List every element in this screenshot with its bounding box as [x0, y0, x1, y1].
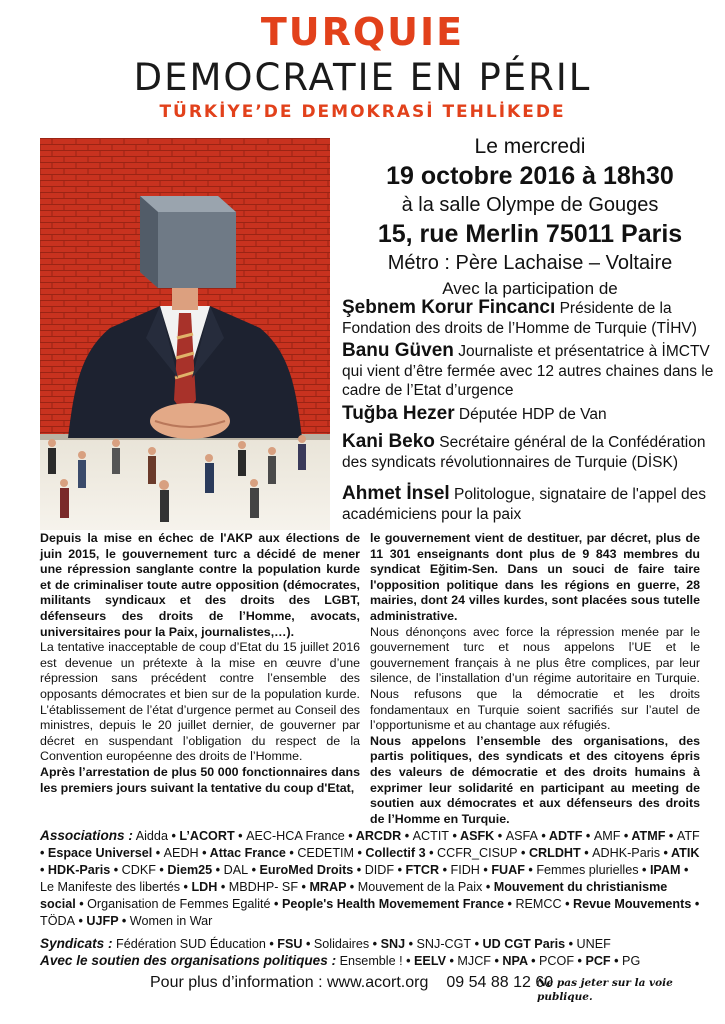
- body-paragraph: le gouvernement vient de destituer, par décret, plus de 11 301 enseignants dont plus de 9 843 membres du syndicat Eğitim-Sen. Dans un souci de faire taire l'opposition politique dans les régions en guerre, 28 mairies, dont 24 villes kurdes, sont placées sous tutelle administrative.: [370, 531, 700, 623]
- syndicat-name: Fédération SUD Éducation: [116, 937, 266, 951]
- association-name: Organisation de Femmes Egalité: [87, 897, 271, 911]
- association-name: FIDH: [450, 863, 480, 877]
- association-name: REMCC: [515, 897, 562, 911]
- bullet-separator: •: [212, 863, 224, 877]
- association-name: Espace Universel: [47, 846, 153, 860]
- bullet-separator: •: [494, 829, 506, 843]
- bullet-separator: •: [580, 846, 593, 860]
- association-name: Mouvement de la Paix: [357, 880, 483, 894]
- association-name: Mouvement du christianisme social: [40, 880, 668, 911]
- political-org-name: Ensemble !: [339, 954, 403, 968]
- syndicats-label: Syndicats :: [40, 936, 113, 951]
- association-name: Aidda: [135, 829, 168, 843]
- speaker-entry: [342, 298, 722, 338]
- bullet-separator: •: [405, 937, 417, 951]
- body-column-left: [40, 531, 360, 796]
- speaker-desc: Politologue, signataire de l'appel des académiciens pour la paix: [342, 486, 707, 523]
- association-name: LDH: [191, 880, 218, 894]
- association-name: Women in War: [129, 914, 213, 928]
- bullet-separator: •: [620, 829, 632, 843]
- association-name: Le Manifeste des libertés: [40, 880, 181, 894]
- bullet-separator: •: [302, 937, 314, 951]
- association-name: UJFP: [86, 914, 119, 928]
- association-name: AEDH: [163, 846, 199, 860]
- participation-label: Avec la participation de: [442, 279, 618, 298]
- political-org-name: PG: [622, 954, 641, 968]
- association-name: CDKF: [121, 863, 156, 877]
- bullet-separator: •: [74, 914, 87, 928]
- bullet-separator: •: [344, 829, 356, 843]
- bullet-separator: •: [234, 829, 247, 843]
- association-name: ADTF: [548, 829, 583, 843]
- body-paragraph: Nous appelons l’ensemble des organisations, des partis politiques, des syndicats et des citoyens épris des valeurs de démocratie et des droits humains à exprimer leur solidarité en participant au meeting de soutien aux démocrates et aux défenseurs des droits de l’Homme en Turquie.: [370, 733, 700, 826]
- bullet-separator: •: [369, 937, 381, 951]
- association-name: MBDHP- SF: [228, 880, 299, 894]
- speaker-entry: [342, 404, 722, 425]
- syndicats-items: [116, 937, 611, 951]
- event-venue: à la salle Olympe de Gouges: [401, 194, 659, 216]
- speaker-name: Şebnem Korur Fincancı: [342, 297, 556, 318]
- bullet-separator: •: [152, 846, 164, 860]
- association-name: Attac France: [209, 846, 286, 860]
- bullet-separator: •: [285, 846, 298, 860]
- bullet-separator: •: [425, 846, 438, 860]
- bullet-separator: •: [471, 937, 483, 951]
- association-name: Revue Mouvements: [573, 897, 692, 911]
- bullet-separator: •: [660, 846, 671, 860]
- association-name: HDK-Paris: [47, 863, 111, 877]
- syndicat-name: FSU: [277, 937, 303, 951]
- association-name: MRAP: [309, 880, 347, 894]
- association-name: FTCR: [405, 863, 440, 877]
- association-name: CRLDHT: [528, 846, 581, 860]
- association-name: IPAM: [649, 863, 681, 877]
- association-name: ASFA: [505, 829, 538, 843]
- association-name: Collectif 3: [365, 846, 426, 860]
- speaker-desc: Présidente de la Fondation des droits de l’Homme de Turquie (TİHV): [342, 300, 697, 337]
- speaker-name: Kani Beko: [342, 431, 435, 452]
- bullet-separator: •: [40, 846, 48, 860]
- bullet-separator: •: [118, 914, 130, 928]
- bullet-separator: •: [561, 897, 574, 911]
- body-paragraph: La tentative inacceptable de coup d’Etat du 15 juillet 2016 est devenue un prétexte à la mise en œuvre d’une répression sans précédent contre l’ensemble des opposants démocrates et bien sur de la population kurde. L’établissement de l’état d’urgence permet au Conseil des ministres, depuis le 20 juillet dernier, de gouverner par décret en suspendant l’obligation du respect de la Convention européenne des droits de l’Homme.: [40, 640, 360, 764]
- bullet-separator: •: [691, 897, 700, 911]
- body-column-right: [370, 531, 700, 827]
- speaker-entry: [342, 341, 722, 401]
- association-name: FUAF: [491, 863, 525, 877]
- bullet-separator: •: [610, 954, 623, 968]
- body-paragraph: Depuis la mise en échec de l'AKP aux élections de juin 2015, le gouvernement turc a décidé de mener une répression sanglante contre la population kurde et de criminaliser toute autre opposition (démocrates, militants syndicaux et des droits des LGBT, défenseurs des droits de l’Homme, avocats, universitaires pour la Paix, journalistes,…).: [40, 531, 360, 639]
- bullet-separator: •: [198, 846, 210, 860]
- political-org-name: PCF: [585, 954, 611, 968]
- association-name: L’ACORT: [179, 829, 235, 843]
- associations-label: Associations :: [40, 828, 133, 843]
- disposal-notice: Ne pas jeter sur la voie publique.: [537, 977, 673, 1003]
- syndicats-list: [40, 935, 700, 953]
- bullet-separator: •: [75, 897, 88, 911]
- speaker-entry: [342, 484, 722, 524]
- bullet-separator: •: [298, 880, 310, 894]
- association-name: DIDF: [364, 863, 395, 877]
- association-name: ATMF: [631, 829, 666, 843]
- speaker-name: Tuğba Hezer: [342, 403, 455, 424]
- association-name: EuroMed Droits: [259, 863, 354, 877]
- association-name: DAL: [223, 863, 249, 877]
- bullet-separator: •: [354, 846, 366, 860]
- speaker-desc: Journaliste et présentatrice à İMCTV qui vient d’être fermée avec 12 autres chaines dans le cadre de l’Etat d’urgence: [342, 343, 714, 399]
- contact-info: [150, 973, 553, 993]
- bullet-separator: •: [167, 829, 180, 843]
- association-name: ATIK: [670, 846, 700, 860]
- syndicat-name: Solidaires: [313, 937, 370, 951]
- syndicat-name: SNJ-CGT: [416, 937, 472, 951]
- bullet-separator: •: [40, 863, 48, 877]
- political-org-name: EELV: [414, 954, 446, 968]
- syndicat-name: SNJ: [380, 937, 406, 951]
- speaker-desc: Secrétaire général de la Confédération des syndicats révolutionnaires de Turquie (DİSK): [342, 434, 706, 471]
- bullet-separator: •: [402, 954, 415, 968]
- political-support-items: [340, 954, 641, 968]
- info-website: Pour plus d’information : www.acort.org: [150, 974, 429, 991]
- bullet-separator: •: [401, 829, 413, 843]
- bullet-separator: •: [270, 897, 282, 911]
- association-name: ARCDR: [355, 829, 402, 843]
- bullet-separator: •: [527, 954, 540, 968]
- bullet-separator: •: [504, 897, 516, 911]
- event-metro: Métro : Père Lachaise – Voltaire: [387, 252, 673, 274]
- bullet-separator: •: [482, 880, 494, 894]
- bullet-separator: •: [582, 829, 594, 843]
- bullet-separator: •: [491, 954, 503, 968]
- poster-subtitle-turkish: TÜRKİYE’DE DEMOKRASİ TEHLİKEDE: [159, 102, 566, 122]
- association-name: AEC-HCA France: [246, 829, 345, 843]
- political-org-name: NPA: [502, 954, 528, 968]
- bullet-separator: •: [180, 880, 192, 894]
- bullet-separator: •: [446, 954, 458, 968]
- bullet-separator: •: [524, 863, 537, 877]
- bullet-separator: •: [110, 863, 122, 877]
- political-support-label: Avec le soutien des organisations politiques :: [40, 953, 337, 968]
- syndicat-name: UD CGT Paris: [482, 937, 566, 951]
- event-day: Le mercredi: [474, 135, 586, 158]
- bullet-separator: •: [565, 937, 577, 951]
- association-name: AMF: [593, 829, 621, 843]
- association-name: CEDETIM: [297, 846, 354, 860]
- syndicat-name: UNEF: [576, 937, 611, 951]
- association-name: ACTIT: [412, 829, 450, 843]
- bullet-separator: •: [439, 863, 451, 877]
- speaker-entry: [342, 432, 722, 472]
- bullet-separator: •: [353, 863, 365, 877]
- bullet-separator: •: [394, 863, 406, 877]
- bullet-separator: •: [449, 829, 460, 843]
- poster-subtitle: DEMOCRATIE EN PÉRIL: [133, 56, 592, 99]
- bullet-separator: •: [346, 880, 358, 894]
- associations-list: [40, 827, 700, 930]
- bullet-separator: •: [217, 880, 229, 894]
- association-name: Diem25: [167, 863, 213, 877]
- association-name: ADHK-Paris: [592, 846, 661, 860]
- event-address: 15, rue Merlin 75011 Paris: [377, 220, 683, 248]
- body-paragraph: Après l’arrestation de plus 50 000 fonctionnaires dans les premiers jours suivant la tentative du coup d'Etat,: [40, 764, 360, 795]
- speaker-name: Ahmet İnsel: [342, 483, 450, 504]
- bullet-separator: •: [574, 954, 586, 968]
- association-name: ATF: [676, 829, 700, 843]
- event-date: 19 octobre 2016 à 18h30: [386, 162, 674, 190]
- bullet-separator: •: [265, 937, 278, 951]
- bullet-separator: •: [479, 863, 492, 877]
- association-name: People's Health Movemement France: [281, 897, 505, 911]
- speaker-name: Banu Güven: [342, 340, 454, 361]
- bullet-separator: •: [680, 863, 689, 877]
- political-org-name: MJCF: [457, 954, 491, 968]
- bullet-separator: •: [665, 829, 677, 843]
- body-paragraph: Nous dénonçons avec force la répression menée par le gouvernement turc et nous appelons l’UE et le gouvernement français à ne plus être complices, par leur silence, de l’installation d’un régime autoritaire en Turquie. Nous refusons que la démocratie et les droits fondamentaux en Turquie soient sacrifiés sur l’autel de l’opportunisme et au chantage aux réfugiés.: [370, 624, 700, 733]
- illustration-faceless-man: [40, 138, 330, 530]
- bullet-separator: •: [537, 829, 549, 843]
- poster-title: TURQUIE: [260, 10, 465, 54]
- bullet-separator: •: [638, 863, 650, 877]
- bullet-separator: •: [517, 846, 529, 860]
- political-support-list: [40, 952, 700, 970]
- political-org-name: PCOF: [539, 954, 575, 968]
- association-name: CCFR_CISUP: [437, 846, 518, 860]
- association-name: TÖDA: [40, 914, 75, 928]
- association-name: Femmes plurielles: [536, 863, 639, 877]
- bullet-separator: •: [248, 863, 260, 877]
- associations-items: [40, 829, 700, 928]
- association-name: ASFK: [459, 829, 495, 843]
- info-phone: 09 54 88 12 60: [446, 974, 554, 991]
- bullet-separator: •: [155, 863, 168, 877]
- speaker-desc: Députée HDP de Van: [458, 406, 607, 423]
